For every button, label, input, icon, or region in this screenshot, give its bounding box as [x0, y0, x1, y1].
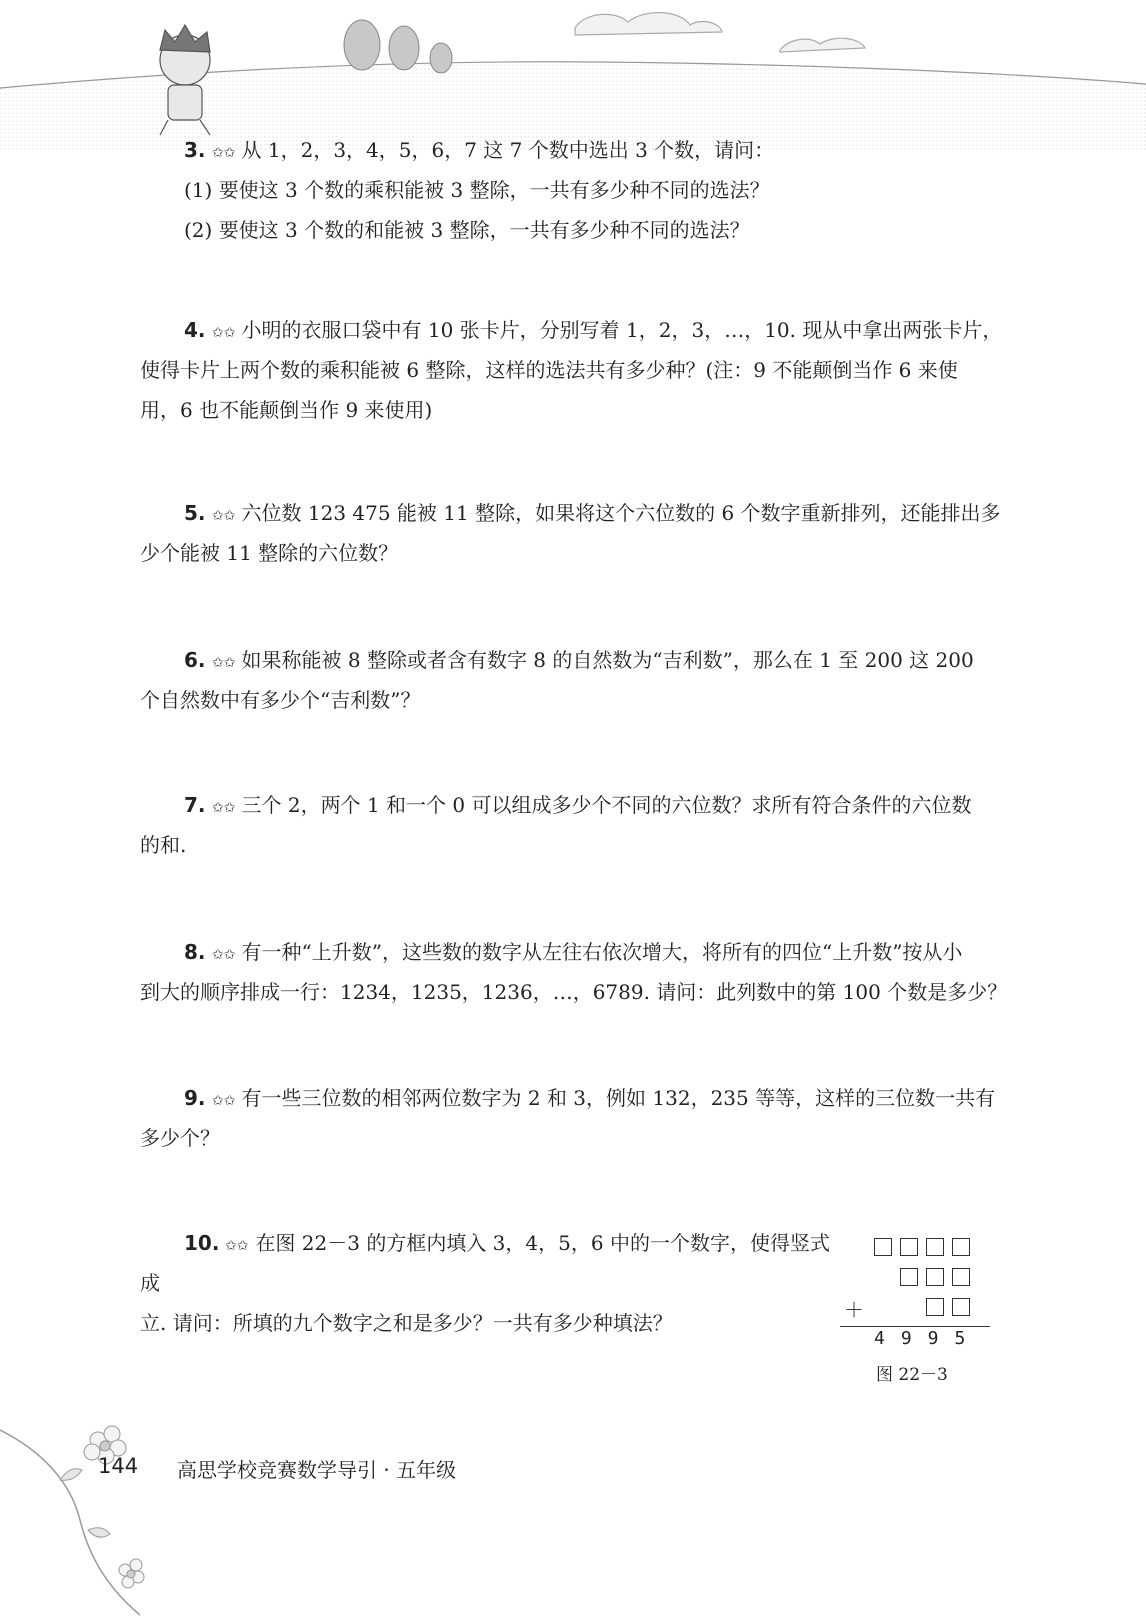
- problem-number: 6.: [184, 648, 206, 672]
- svg-text:✩✩: ✩✩: [225, 1238, 249, 1252]
- svg-text:✩✩: ✩✩: [211, 947, 235, 961]
- problem-text: 小明的衣服口袋中有 10 张卡片，分别写着 1，2，3，…，10. 现从中拿出两张卡片，: [241, 318, 1003, 342]
- problem-text: 在图 22－3 的方框内填入 3，4，5，6 中的一个数字，使得竖式成: [140, 1231, 830, 1295]
- cloud-icon: [575, 13, 865, 52]
- svg-text:✩✩: ✩✩: [211, 655, 235, 669]
- digit-box: [926, 1298, 944, 1316]
- header-illustration: [0, 0, 1146, 150]
- problem-3: [140, 130, 1020, 250]
- plus-sign: ＋: [844, 1298, 864, 1322]
- problem-text: 个自然数中有多少个“吉利数”？: [140, 688, 421, 712]
- stars-icon: [212, 796, 238, 814]
- sub-question: (1) 要使这 3 个数的乘积能被 3 整除，一共有多少种不同的选法？: [184, 178, 770, 202]
- flower-icon: [119, 1559, 144, 1588]
- problem-number: 7.: [184, 793, 206, 817]
- problem-text: 多少个？: [140, 1126, 220, 1150]
- problem-7: [140, 785, 1020, 865]
- book-title: 高思学校竞赛数学导引 · 五年级: [177, 1458, 457, 1482]
- problem-text: 用，6 也不能颠倒当作 9 来使用): [140, 398, 433, 422]
- problem-text: 有一种“上升数”，这些数的数字从左往右依次增大，将所有的四位“上升数”按从小: [241, 940, 963, 964]
- svg-text:✩✩: ✩✩: [211, 325, 235, 339]
- stars-icon: [212, 1089, 238, 1107]
- addend-row-3: [926, 1298, 978, 1322]
- stars-icon: [212, 504, 238, 522]
- problem-4: [140, 310, 1020, 430]
- stars-icon: [212, 321, 238, 339]
- sum-line: [840, 1326, 990, 1327]
- digit-box: [926, 1268, 944, 1286]
- sum-digits: 4995: [874, 1328, 982, 1349]
- problem-number: 8.: [184, 940, 206, 964]
- stars-icon: [225, 1234, 251, 1252]
- addend-row-2: [900, 1268, 978, 1292]
- problem-number: 9.: [184, 1086, 206, 1110]
- problem-text: 如果称能被 8 整除或者含有数字 8 的自然数为“吉利数”，那么在 1 至 200 这 200: [241, 648, 974, 672]
- stars-icon: [212, 943, 238, 961]
- problem-text: 少个能被 11 整除的六位数？: [140, 541, 399, 565]
- sub-question: (2) 要使这 3 个数的和能被 3 整除，一共有多少种不同的选法？: [184, 218, 750, 242]
- digit-box: [952, 1268, 970, 1286]
- problem-text: 从 1，2，3，4，5，6，7 这 7 个数中选出 3 个数，请问：: [241, 138, 775, 162]
- addend-row-1: [874, 1238, 978, 1262]
- digit-box: [874, 1238, 892, 1256]
- problem-number: 10.: [184, 1231, 220, 1255]
- tree-icon: [344, 20, 452, 73]
- problem-number: 3.: [184, 138, 206, 162]
- problem-number: 4.: [184, 318, 206, 342]
- digit-box: [952, 1238, 970, 1256]
- digit-box: [926, 1238, 944, 1256]
- problem-text: 使得卡片上两个数的乘积能被 6 整除，这样的选法共有多少种？(注：9 不能颠倒当作 6 来使: [140, 358, 958, 382]
- figure-caption: 图 22－3: [876, 1365, 948, 1385]
- figure-22-3: [840, 1232, 990, 1392]
- problem-10: [140, 1223, 840, 1343]
- problem-text: 立. 请问：所填的九个数字之和是多少？一共有多少种填法？: [140, 1311, 673, 1335]
- problem-5: [140, 493, 1020, 573]
- stars-icon: [212, 651, 238, 669]
- problem-6: [140, 640, 1020, 720]
- flower-vine-decoration: [0, 1420, 200, 1619]
- digit-box: [900, 1268, 918, 1286]
- problem-text: 的和.: [140, 833, 187, 857]
- problem-9: [140, 1078, 1020, 1158]
- problem-number: 5.: [184, 501, 206, 525]
- svg-text:✩✩: ✩✩: [211, 145, 235, 159]
- page-number: 144: [98, 1454, 139, 1478]
- svg-text:✩✩: ✩✩: [211, 1093, 235, 1107]
- svg-text:✩✩: ✩✩: [211, 508, 235, 522]
- problem-text: 有一些三位数的相邻两位数字为 2 和 3，例如 132，235 等等，这样的三位数一共有: [241, 1086, 996, 1110]
- digit-box: [900, 1238, 918, 1256]
- svg-text:✩✩: ✩✩: [211, 800, 235, 814]
- digit-box: [952, 1298, 970, 1316]
- problem-text: 三个 2，两个 1 和一个 0 可以组成多少个不同的六位数？求所有符合条件的六位数: [241, 793, 972, 817]
- problem-text: 到大的顺序排成一行：1234，1235，1236，…，6789. 请问：此列数中的第 100 个数是多少？: [140, 980, 1008, 1004]
- problem-text: 六位数 123 475 能被 11 整除，如果将这个六位数的 6 个数字重新排列，还能排出多: [241, 501, 1001, 525]
- stars-icon: [212, 141, 238, 159]
- problem-8: [140, 932, 1020, 1012]
